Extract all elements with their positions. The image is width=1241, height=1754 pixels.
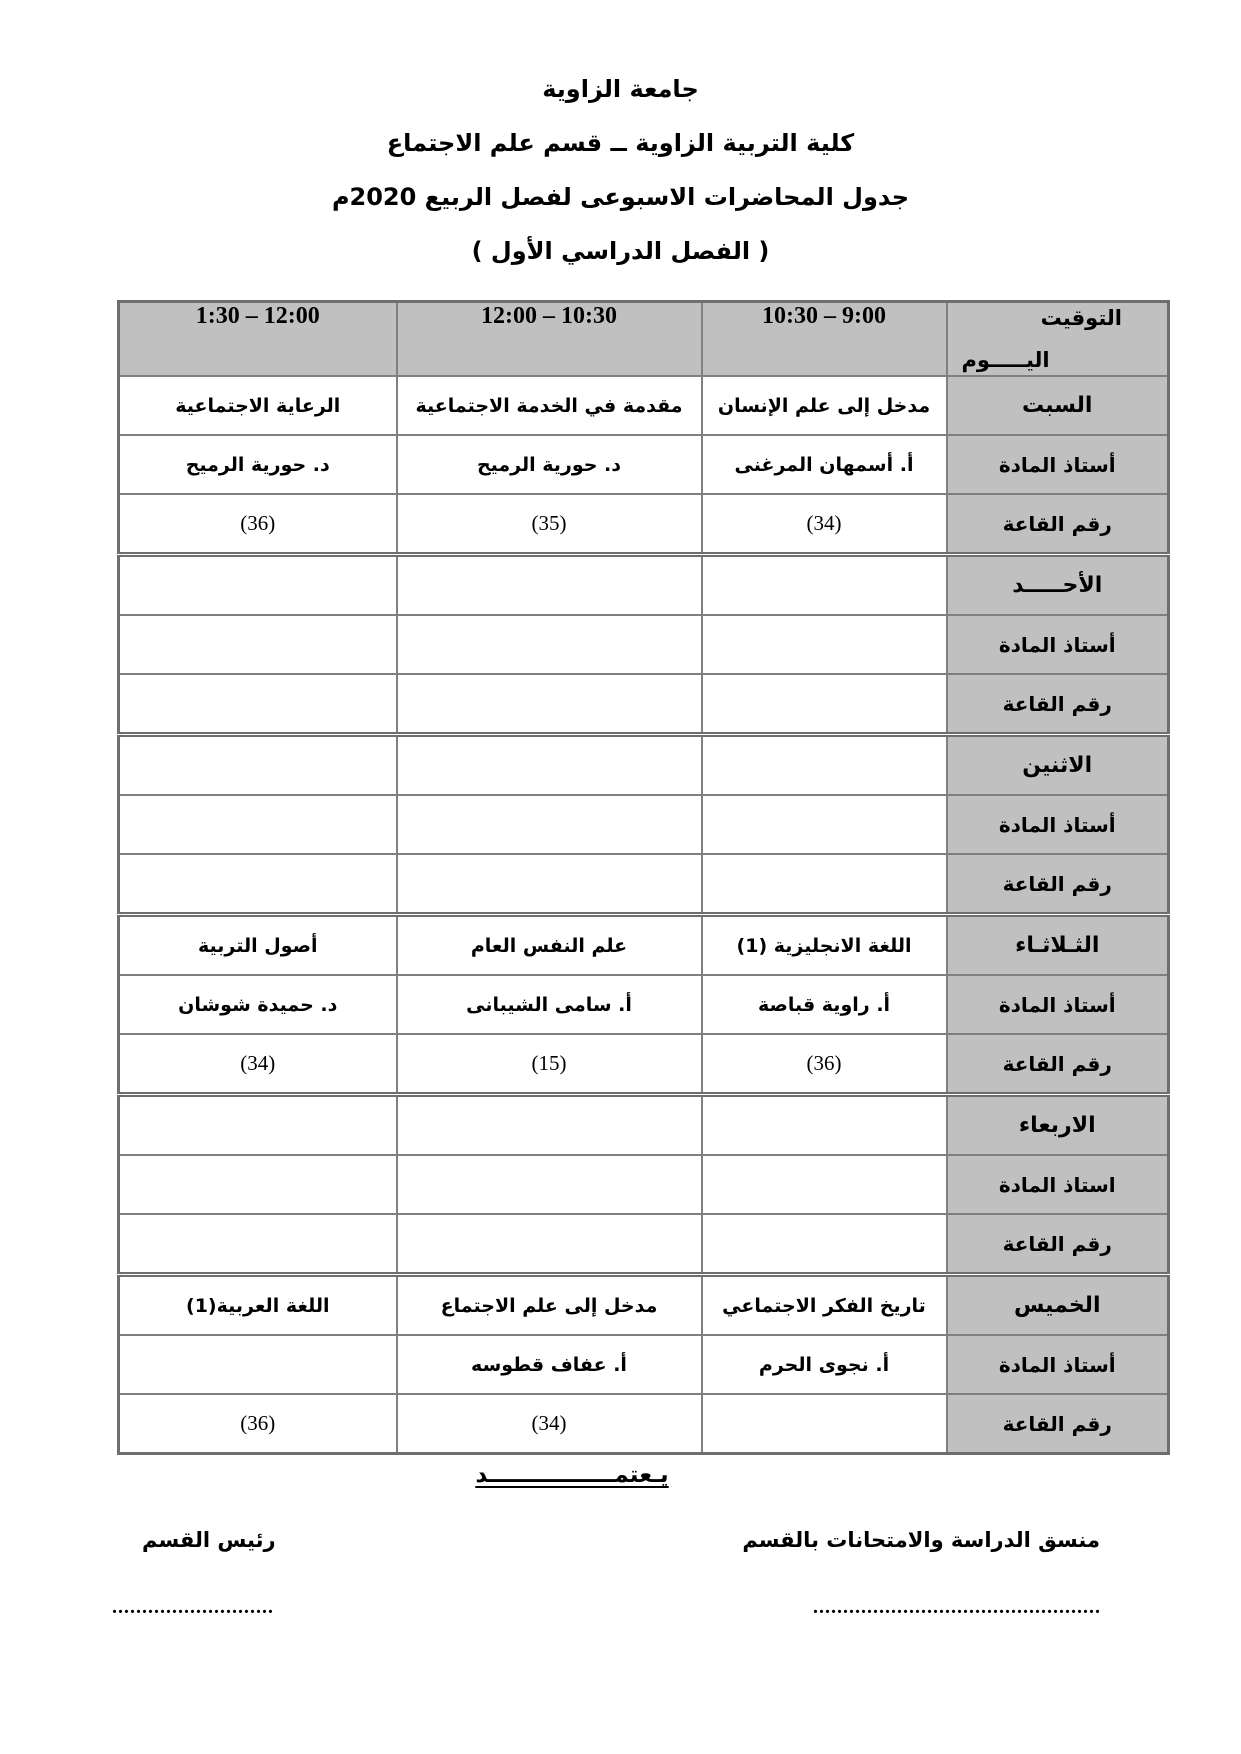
teacher-label-cell: أستاذ المادة	[947, 975, 1169, 1034]
table-row	[119, 1034, 1169, 1095]
teacher-label-cell: أستاذ المادة	[947, 615, 1169, 674]
teacher-label-cell: أستاذ المادة	[947, 435, 1169, 494]
day-cell-wednesday: الاربعاء	[947, 1095, 1169, 1156]
day-cell-saturday: السبت	[947, 376, 1169, 435]
table-row	[119, 1155, 1169, 1214]
table-row	[119, 735, 1169, 796]
table-row	[119, 376, 1169, 435]
table-row	[119, 435, 1169, 494]
table-header-row	[119, 302, 1169, 377]
table-row	[119, 555, 1169, 616]
room-cell: (35)	[397, 494, 702, 555]
subject-cell: مقدمة في الخدمة الاجتماعية	[397, 376, 702, 435]
day-cell-monday: الاثنين	[947, 735, 1169, 796]
teacher-cell: د. حميدة شوشان	[119, 975, 397, 1034]
table-row	[119, 1095, 1169, 1156]
room-cell: (36)	[119, 494, 397, 555]
room-cell	[119, 854, 397, 915]
room-cell	[119, 674, 397, 735]
teacher-cell: أ. سامى الشيبانى	[397, 975, 702, 1034]
teacher-label-cell: أستاذ المادة	[947, 795, 1169, 854]
room-cell: (36)	[702, 1034, 947, 1095]
subject-cell: علم النفس العام	[397, 915, 702, 976]
room-cell	[397, 854, 702, 915]
teacher-cell: أ. عفاف قطوسه	[397, 1335, 702, 1394]
table-row	[119, 615, 1169, 674]
corner-day-label: اليـــــوم	[961, 348, 1050, 372]
title-semester: ( الفصل الدراسي الأول )	[471, 237, 770, 265]
teacher-label-cell: استاذ المادة	[947, 1155, 1169, 1214]
teacher-cell	[119, 1335, 397, 1394]
room-label-cell: رقم القاعة	[947, 674, 1169, 735]
subject-cell	[397, 1095, 702, 1156]
subject-cell: اللغة الانجليزية (1)	[702, 915, 947, 976]
room-cell	[397, 1214, 702, 1275]
teacher-cell	[397, 615, 702, 674]
teacher-cell	[119, 1155, 397, 1214]
teacher-cell: أ. أسمهان المرغنى	[702, 435, 947, 494]
room-label-cell: رقم القاعة	[947, 1394, 1169, 1454]
room-cell	[702, 854, 947, 915]
subject-cell: اللغة العربية(1)	[119, 1275, 397, 1336]
table-row	[119, 1214, 1169, 1275]
table-row	[119, 1335, 1169, 1394]
teacher-cell	[702, 795, 947, 854]
subject-cell: أصول التربية	[119, 915, 397, 976]
room-cell: (34)	[119, 1034, 397, 1095]
room-label-cell: رقم القاعة	[947, 494, 1169, 555]
teacher-cell	[397, 1155, 702, 1214]
corner-time-label: التوقيت	[1040, 306, 1122, 330]
corner-cell	[947, 302, 1169, 377]
table-row	[119, 674, 1169, 735]
table-row	[119, 854, 1169, 915]
subject-cell: تاريخ الفكر الاجتماعي	[702, 1275, 947, 1336]
room-cell	[702, 1394, 947, 1454]
teacher-cell	[119, 795, 397, 854]
subject-cell	[702, 1095, 947, 1156]
room-cell: (15)	[397, 1034, 702, 1095]
table-row	[119, 1394, 1169, 1454]
teacher-cell	[702, 615, 947, 674]
subject-cell	[702, 735, 947, 796]
teacher-cell	[702, 1155, 947, 1214]
subject-cell	[119, 735, 397, 796]
table-row	[119, 494, 1169, 555]
subject-cell	[397, 555, 702, 616]
teacher-cell: أ. نجوى الحرم	[702, 1335, 947, 1394]
table-row	[119, 975, 1169, 1034]
subject-cell	[397, 735, 702, 796]
subject-cell	[702, 555, 947, 616]
teacher-cell: د. حورية الرميح	[119, 435, 397, 494]
time-slot-header-2: 12:00 – 10:30	[397, 302, 702, 377]
room-label-cell: رقم القاعة	[947, 854, 1169, 915]
title-university: جامعة الزاوية	[542, 75, 699, 103]
day-cell-tuesday: الثـلاثـاء	[947, 915, 1169, 976]
table-row	[119, 795, 1169, 854]
room-cell: (34)	[397, 1394, 702, 1454]
room-cell: (36)	[119, 1394, 397, 1454]
teacher-cell	[397, 795, 702, 854]
teacher-cell	[119, 615, 397, 674]
time-slot-header-1: 10:30 – 9:00	[702, 302, 947, 377]
room-cell	[397, 674, 702, 735]
subject-cell: مدخل إلى علم الإنسان	[702, 376, 947, 435]
document-header	[0, 62, 1241, 278]
table-row	[119, 915, 1169, 976]
teacher-cell: أ. راوية قباصة	[702, 975, 947, 1034]
subject-cell: مدخل إلى علم الاجتماع	[397, 1275, 702, 1336]
department-head-signature-line: ...........................	[112, 1596, 274, 1618]
room-label-cell: رقم القاعة	[947, 1214, 1169, 1275]
room-label-cell: رقم القاعة	[947, 1034, 1169, 1095]
teacher-label-cell: أستاذ المادة	[947, 1335, 1169, 1394]
title-faculty-department: كلية التربية الزاوية ــ قسم علم الاجتماع	[386, 129, 855, 157]
room-cell	[702, 1214, 947, 1275]
subject-cell	[119, 1095, 397, 1156]
day-cell-thursday: الخميس	[947, 1275, 1169, 1336]
subject-cell	[119, 555, 397, 616]
department-head-signature-label: رئيس القسم	[142, 1528, 276, 1552]
room-cell	[702, 674, 947, 735]
title-schedule: جدول المحاضرات الاسبوعى لفصل الربيع 2020م	[331, 183, 910, 211]
room-cell	[119, 1214, 397, 1275]
day-cell-sunday: الأحـــــد	[947, 555, 1169, 616]
coordinator-signature-line: ................................................	[813, 1596, 1101, 1618]
room-cell: (34)	[702, 494, 947, 555]
teacher-cell: د. حورية الرميح	[397, 435, 702, 494]
coordinator-signature-label: منسق الدراسة والامتحانات بالقسم	[742, 1528, 1100, 1552]
schedule-table	[117, 300, 1170, 1455]
subject-cell: الرعاية الاجتماعية	[119, 376, 397, 435]
time-slot-header-3: 1:30 – 12:00	[119, 302, 397, 377]
approval-word: يـعتمــــــــــــــــد	[475, 1462, 669, 1488]
table-row	[119, 1275, 1169, 1336]
